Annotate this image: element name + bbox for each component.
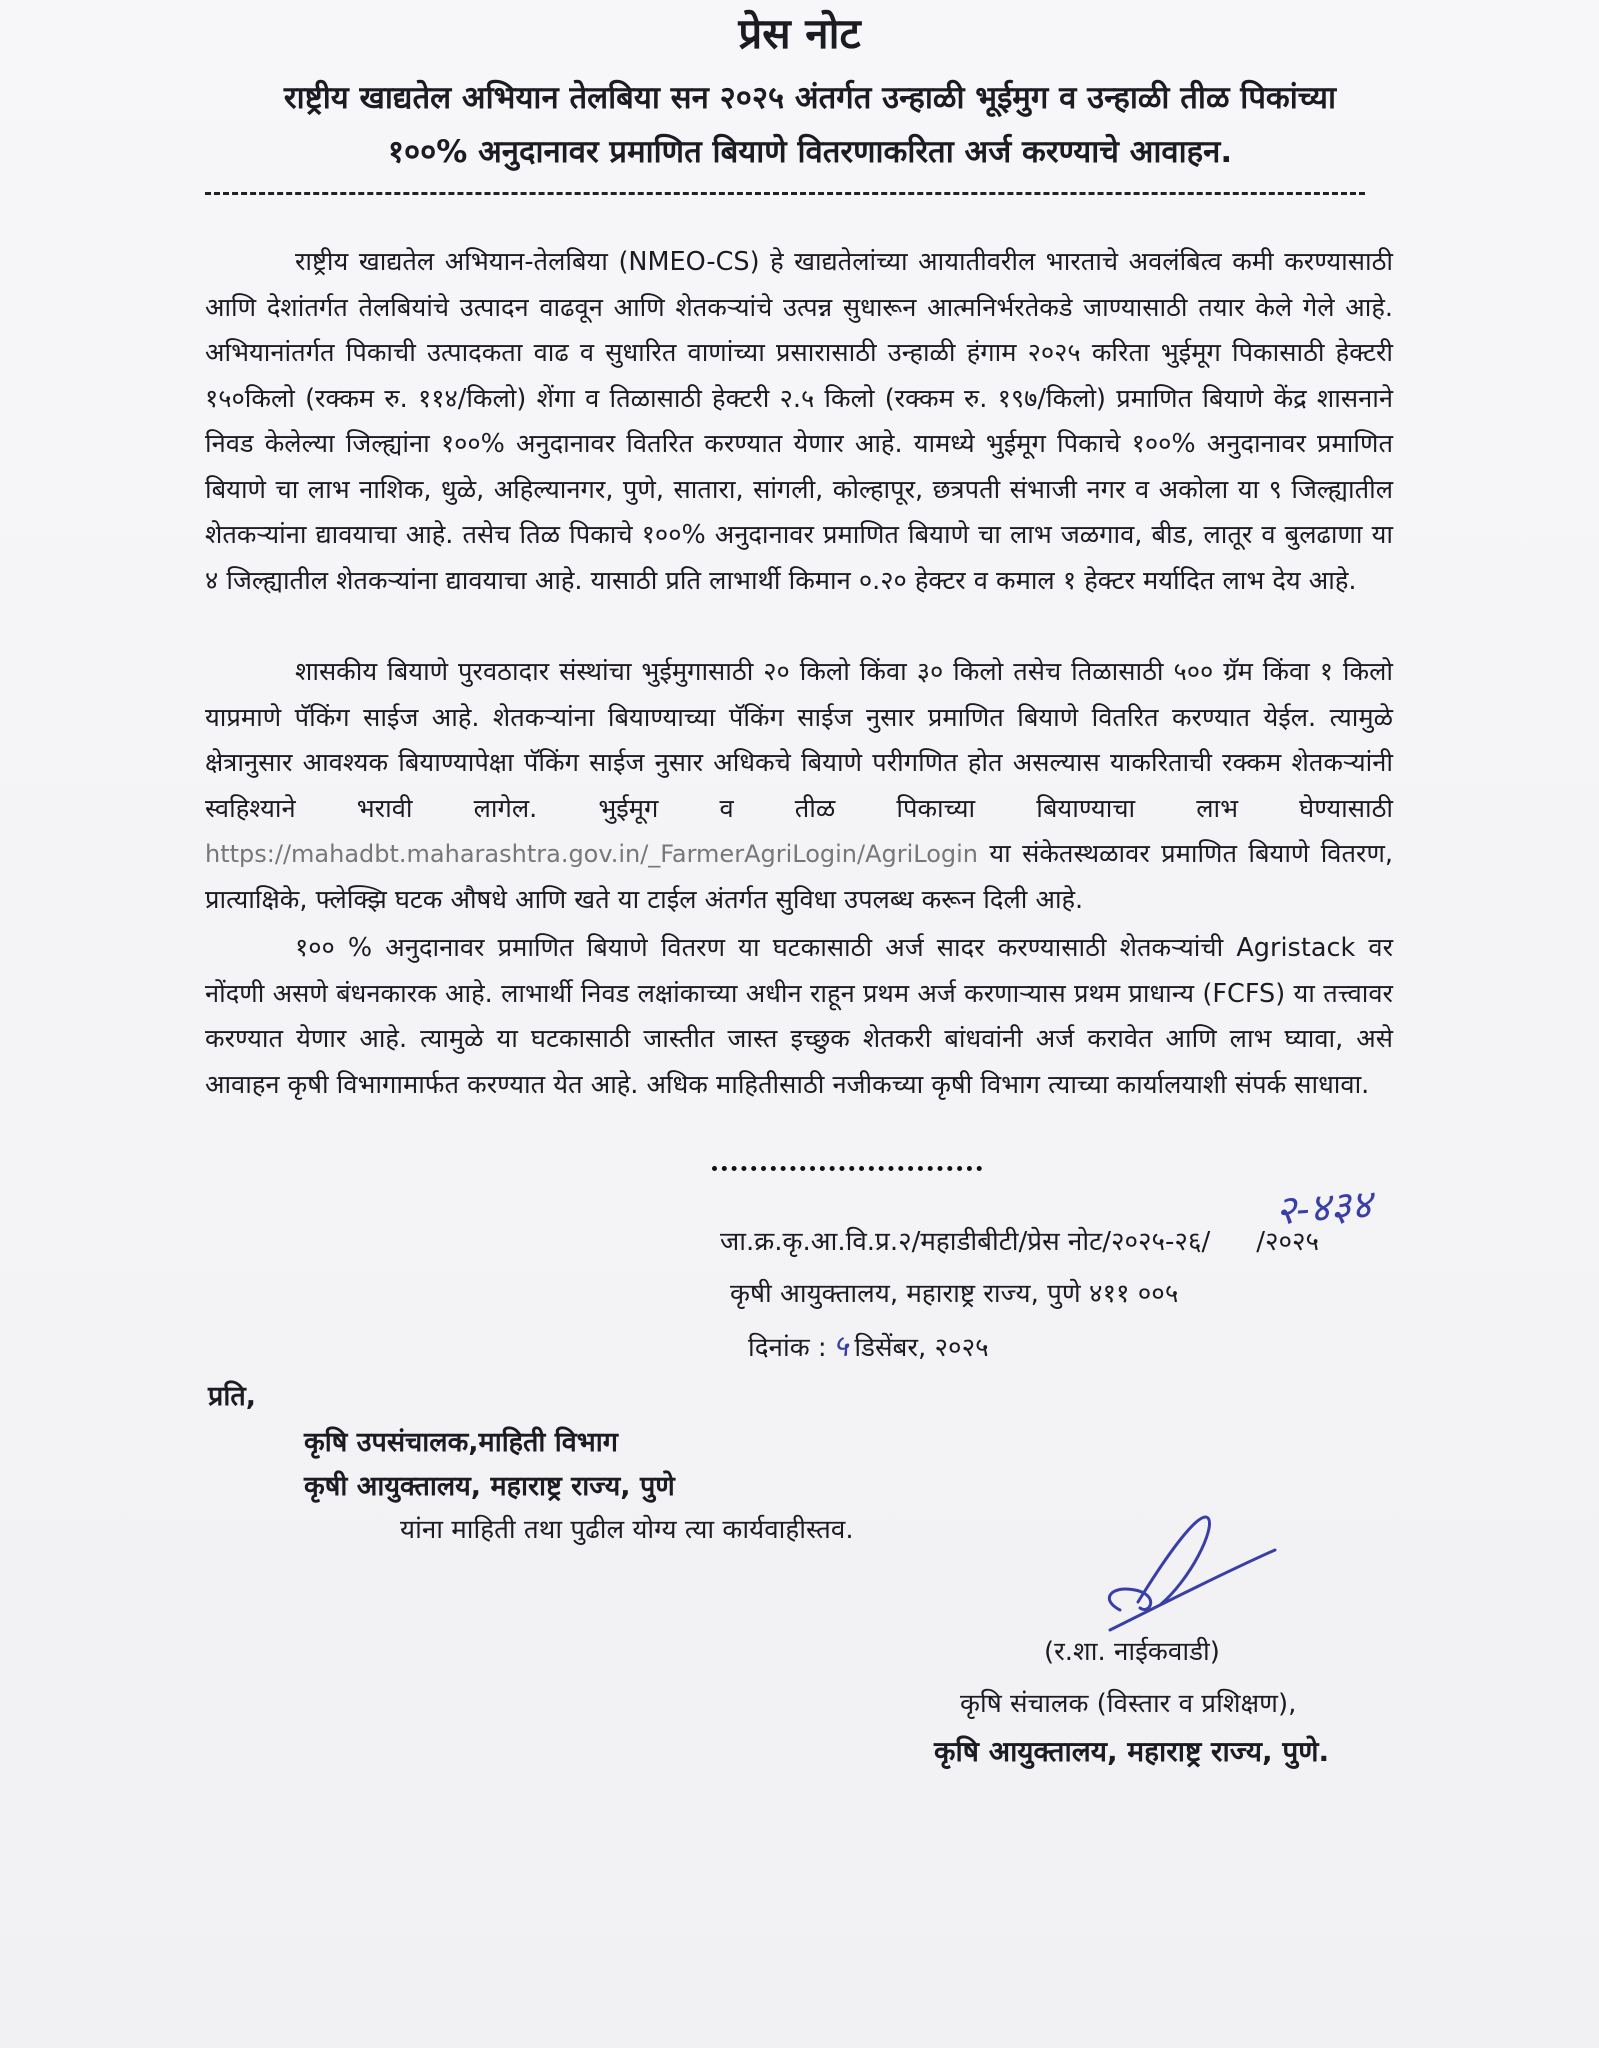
issuing-office: कृषी आयुक्तालय, महाराष्ट्र राज्य, पुणे ४११ ००५ [730,1279,1179,1309]
page-title: प्रेस नोट [738,9,861,58]
signature-icon [1080,1490,1280,1650]
paragraph-packing [205,650,1393,923]
paragraph-intro: राष्ट्रीय खाद्यतेल अभियान-तेलबिया (NMEO-CS) हे खाद्यतेलांच्या आयातीवरील भारताचे अवलंबित्व कमी करण्यासाठी आणि देशांतर्गत तेलबियांचे उत्पादन वाढवून आणि शेतकऱ्यांचे उत्पन्न सुधारून आत्मनिर्भरतेकडे जाण्यासाठी तयार केले गेले आहे. अभियानांतर्गत पिकाची उत्पादकता वाढ व सुधारित वाणांच्या प्रसारासाठी उन्हाळी हंगाम २०२५ करिता भुईमूग पिकासाठी हेक्टरी १५०किलो (रक्कम रु. ११४/किलो) शेंगा व तिळासाठी हेक्टरी २.५ किलो (रक्कम रु. १९७/किलो) प्रमाणित बियाणे केंद्र शासनाने निवड केलेल्या जिल्ह्यांना १००% अनुदानावर वितरित करण्यात येणार आहे. यामध्ये भुईमूग पिकाचे १००% अनुदानावर प्रमाणित बियाणे चा लाभ नाशिक, धुळे, अहिल्यानगर, पुणे, सातारा, सांगली, कोल्हापूर, छत्रपती संभाजी नगर व अकोला या ९ जिल्ह्यातील शेतकऱ्यांना द्यावयाचा आहे. तसेच तिळ पिकाचे १००% अनुदानावर प्रमाणित बियाणे चा लाभ जळगाव, बीड, लातूर व बुलढाणा या ४ जिल्ह्यातील शेतकऱ्यांना द्यावयाचा आहे. यासाठी प्रति लाभार्थी किमान ०.२० हेक्टर व कमाल १ हेक्टर मर्यादित लाभ देय आहे. [205,247,1393,596]
reference-number [720,1222,1319,1258]
signatory-name: (र.शा. नाईकवाडी) [1044,1637,1220,1667]
recipient-line-2: कृषी आयुक्तालय, महाराष्ट्र राज्य, पुणे [304,1471,675,1502]
signatory-office: कृषि आयुक्तालय, महाराष्ट्र राज्य, पुणे. [934,1735,1330,1768]
paragraph-application: १०० % अनुदानावर प्रमाणित बियाणे वितरण या घटकासाठी अर्ज सादर करण्यासाठी शेतकऱ्यांची Agristack वर नोंदणी असणे बंधनकारक आहे. लाभार्थी निवड लक्षांकाच्या अधीन राहून प्रथम अर्ज करणाऱ्यास प्रथम प्राधान्य (FCFS) या तत्त्वावर करण्यात येणार आहे. त्यामुळे या घटकासाठी जास्तीत जास्त इच्छुक शेतकरी बांधवांनी अर्ज करावेत आणि लाभ घ्यावा, असे आवाहन कृषी विभागामार्फत करण्यात येत आहे. अधिक माहितीसाठी नजीकच्या कृषी विभाग त्याच्या कार्यालयाशी संपर्क साधावा. [205,933,1393,1100]
forwarding-note: यांना माहिती तथा पुढील योग्य त्या कार्यवाहीस्तव. [400,1515,854,1545]
date-day: ५ [832,1329,849,1364]
date-month-year: डिसेंबर, २०२५ [854,1333,989,1363]
dotted-divider [712,1166,982,1171]
dashed-divider [205,192,1365,195]
date-label: दिनांक : [748,1333,827,1363]
reference-number-text: जा.क्र.कृ.आ.वि.प्र.२/महाडीबीटी/प्रेस नोट/२०२५-२६/ [720,1227,1211,1257]
handwritten-outward-number: २-४३४ [1273,1181,1374,1235]
recipient-prefix: प्रति, [208,1381,257,1412]
reference-year: /२०२५ [1256,1227,1320,1257]
paragraph-packing-tail: या संकेतस्थळावर प्रमाणित बियाणे वितरण, प्रात्याक्षिके, फ्लेक्झि घटक औषधे आणि खते या टाईल अंतर्गत सुविधा उपलब्ध करून दिली आहे. [205,839,1393,915]
recipient-line-1: कृषि उपसंचालक,माहिती विभाग [304,1427,618,1458]
paragraph-packing-text: शासकीय बियाणे पुरवठादार संस्थांचा भुईमुगासाठी २० किलो किंवा ३० किलो तसेच तिळासाठी ५०० ग्रॅम किंवा १ किलो याप्रमाणे पॅकिंग साईज आहे. शेतकऱ्यांना बियाण्याच्या पॅकिंग साईज नुसार प्रमाणित बियाणे वितरित करण्यात येईल. त्यामुळे क्षेत्रानुसार आवश्यक बियाण्यापेक्षा पॅकिंग साईज नुसार अधिकचे बियाणे परीगणित होत असल्यास याकरिताची रक्कम शेतकऱ्यांनी स्वहिश्याने भरावी लागेल. भुईमूग व तीळ पिकाच्या बियाण्याचा लाभ घेण्यासाठी [205,657,1393,824]
subtitle-line-2: १००% अनुदानावर प्रमाणित बियाणे वितरणाकरिता अर्ज करण्याचे आवाहन. [387,134,1233,170]
mahadbt-link[interactable]: https://mahadbt.maharashtra.gov.in/_FarmerAgriLogin/AgriLogin [205,840,979,868]
signatory-title: कृषि संचालक (विस्तार व प्रशिक्षण), [960,1689,1297,1719]
issue-date [748,1324,989,1365]
subtitle-line-1: राष्ट्रीय खाद्यतेल अभियान तेलबिया सन २०२५ अंतर्गत उन्हाळी भूईमुग व उन्हाळी तीळ पिकांच्या [283,80,1337,116]
